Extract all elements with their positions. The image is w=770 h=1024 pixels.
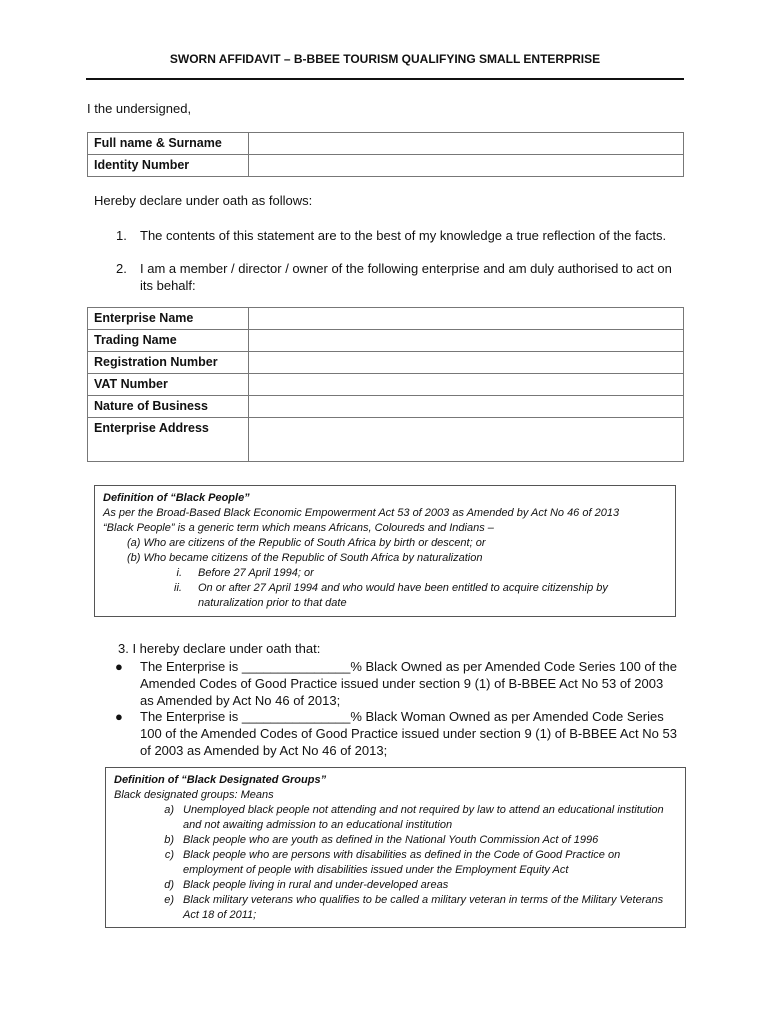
trading-name-field[interactable] <box>249 330 684 352</box>
full-name-label: Full name & Surname <box>88 133 249 155</box>
vat-number-label: VAT Number <box>88 374 249 396</box>
enterprise-details-table <box>87 307 684 462</box>
designated-groups-definition-box <box>105 767 686 928</box>
identity-number-field[interactable] <box>249 155 684 177</box>
statement-number: 1. <box>116 228 127 243</box>
statement-text: I am a member / director / owner of the following enterprise and am duly authorised to act on its behalf: <box>140 261 672 293</box>
enterprise-name-label: Enterprise Name <box>88 308 249 330</box>
black-people-definition-heading: Definition of “Black People” <box>103 492 250 504</box>
designated-group-item <box>114 803 677 833</box>
declaration-bullet-text: The Enterprise is _______________% Black Owned as per Amended Code Series 100 of the Amended Codes of Good Practice issued under section 9 (1) of B-BBEE Act No 53 of 2003 as Amended by Act No 46 of 2013; <box>140 659 677 708</box>
black-people-definition-box <box>94 485 676 617</box>
enterprise-name-field[interactable] <box>249 308 684 330</box>
black-people-definition-line: “Black People” is a generic term which means Africans, Coloureds and Indians – <box>103 522 494 534</box>
table-row <box>88 330 684 352</box>
declaration-heading: 3. I hereby declare under oath that: <box>118 641 321 656</box>
table-row <box>88 374 684 396</box>
identity-number-label: Identity Number <box>88 155 249 177</box>
vat-number-field[interactable] <box>249 374 684 396</box>
definition-subclause-ii <box>103 581 667 611</box>
registration-number-label: Registration Number <box>88 352 249 374</box>
bullet-icon: ● <box>115 659 123 674</box>
statement-text: The contents of this statement are to the best of my knowledge a true reflection of the facts. <box>140 228 667 243</box>
designated-group-item <box>114 833 677 848</box>
statement-2 <box>116 260 685 294</box>
declaration-bullet-text: The Enterprise is _______________% Black Woman Owned as per Amended Code Series 100 of the Amended Codes of Good Practice issued under section 9 (1) of B-BBEE Act No 53 of 2003 as Amended by Act No 46 of 2013; <box>140 709 677 758</box>
item-mark: d) <box>164 879 174 891</box>
trading-name-label: Trading Name <box>88 330 249 352</box>
item-mark: b) <box>164 834 174 846</box>
designated-group-item <box>114 878 677 893</box>
subclause-mark: i. <box>176 567 182 579</box>
table-row <box>88 418 684 462</box>
enterprise-address-field[interactable] <box>249 418 684 462</box>
table-row <box>88 352 684 374</box>
designated-groups-intro: Black designated groups: Means <box>114 789 274 801</box>
table-row <box>88 155 684 177</box>
subclause-mark: ii. <box>174 582 182 594</box>
bullet-icon: ● <box>115 709 123 724</box>
document-title: SWORN AFFIDAVIT – B-BBEE TOURISM QUALIFYING SMALL ENTERPRISE <box>169 52 601 66</box>
item-text: Black people who are persons with disabilities as defined in the Code of Good Practice on employment of people with disabilities issued under the Employment Equity Act <box>183 849 621 876</box>
designated-groups-heading: Definition of “Black Designated Groups” <box>114 774 327 786</box>
subclause-text: Before 27 April 1994; or <box>198 567 314 579</box>
registration-number-field[interactable] <box>249 352 684 374</box>
black-people-definition-line: As per the Broad-Based Black Economic Empowerment Act 53 of 2003 as Amended by Act No 46 of 2013 <box>103 507 620 519</box>
item-mark: a) <box>164 804 174 816</box>
item-text: Unemployed black people not attending and not required by law to attend an educational institution and not awaiting admission to an educational institution <box>183 804 664 831</box>
declare-text: Hereby declare under oath as follows: <box>94 193 313 208</box>
definition-subclause-i <box>103 566 667 581</box>
nature-of-business-label: Nature of Business <box>88 396 249 418</box>
subclause-text: On or after 27 April 1994 and who would have been entitled to acquire citizenship by naturalization prior to that date <box>198 582 608 609</box>
intro-text: I the undersigned, <box>87 101 192 116</box>
person-details-table <box>87 132 684 177</box>
statement-number: 2. <box>116 261 127 276</box>
table-row <box>88 133 684 155</box>
statement-1 <box>116 227 685 244</box>
item-text: Black military veterans who qualifies to be called a military veteran in terms of the Military Veterans Act 18 of 2011; <box>183 894 664 921</box>
declaration-bullet-2 <box>115 708 680 759</box>
item-text: Black people who are youth as defined in the National Youth Commission Act of 1996 <box>183 834 599 846</box>
table-row <box>88 308 684 330</box>
full-name-field[interactable] <box>249 133 684 155</box>
item-text: Black people living in rural and under-developed areas <box>183 879 449 891</box>
declaration-bullet-1 <box>115 658 680 709</box>
item-mark: e) <box>164 894 174 906</box>
title-divider <box>86 78 684 80</box>
nature-of-business-field[interactable] <box>249 396 684 418</box>
designated-group-item <box>114 848 677 878</box>
table-row <box>88 396 684 418</box>
designated-group-item <box>114 893 677 923</box>
item-mark: c) <box>164 849 174 861</box>
definition-clause-b: (b) Who became citizens of the Republic of South Africa by naturalization <box>127 552 483 564</box>
enterprise-address-label: Enterprise Address <box>88 418 249 462</box>
definition-clause-a: (a) Who are citizens of the Republic of South Africa by birth or descent; or <box>127 537 486 549</box>
